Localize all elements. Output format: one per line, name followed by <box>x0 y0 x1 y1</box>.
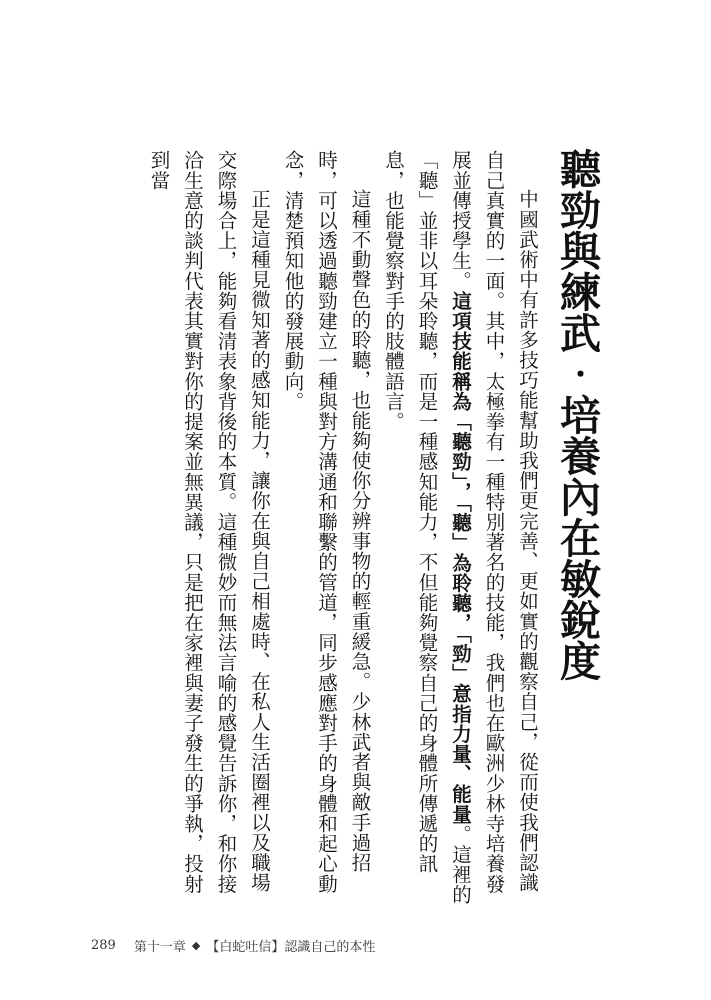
paragraph <box>377 150 545 908</box>
chapter-label: 第十一章 <box>133 939 186 955</box>
section-title: 【白蛇吐信】認識自己的本性 <box>206 939 376 955</box>
body-text <box>74 150 544 908</box>
text-segment: 正是這種見微知著的感知能力，讓你在與自己相處時、在私人生活圈裡以及職場交際場合上，能夠看清表象背後的本質。這種微妙而無法言喻的感覺告訴你，和你接洽生意的談判代表其實對你的提案並無異議，只是把在家裡與妻子發生的爭執，投射到當 <box>147 150 271 894</box>
text-segment: 中國武術中有許多技巧能幫助我們更完善、更如實的觀察自己，從而使我們認識自己真實的一面。其中，太極拳有一種特別著名的技能，我們也在歐洲少林寺培養發展並傳授學生。 <box>449 150 539 894</box>
page-footer <box>91 935 375 955</box>
paragraph <box>142 150 276 908</box>
text-segment: 這種不動聲色的聆聽，也能夠使你分辨事物的輕重緩急。少林武者與敵手過招時，可以透過聽勁建立一種與對方溝通和聯繫的管道，同步感應對手的身體和起心動念，清楚預知他的發展動向。 <box>281 150 372 894</box>
chapter-title: 聽勁與練武‧培養內在敏銳度 <box>553 148 601 681</box>
page-number: 289 <box>91 937 116 953</box>
text-segment: 。這裡的「聽」並非以耳朵聆聽，而是一種感知能力，不但能夠覺察自己的身體所傳遞的訊息，也能覺察對手的肢體語言。 <box>382 150 472 905</box>
paragraph <box>276 150 377 908</box>
diamond-separator: ◆ <box>191 938 201 952</box>
bold-text-segment: 這項技能稱為「聽勁」，「聽」為聆聽，「勁」意指力量、能量 <box>449 290 472 825</box>
